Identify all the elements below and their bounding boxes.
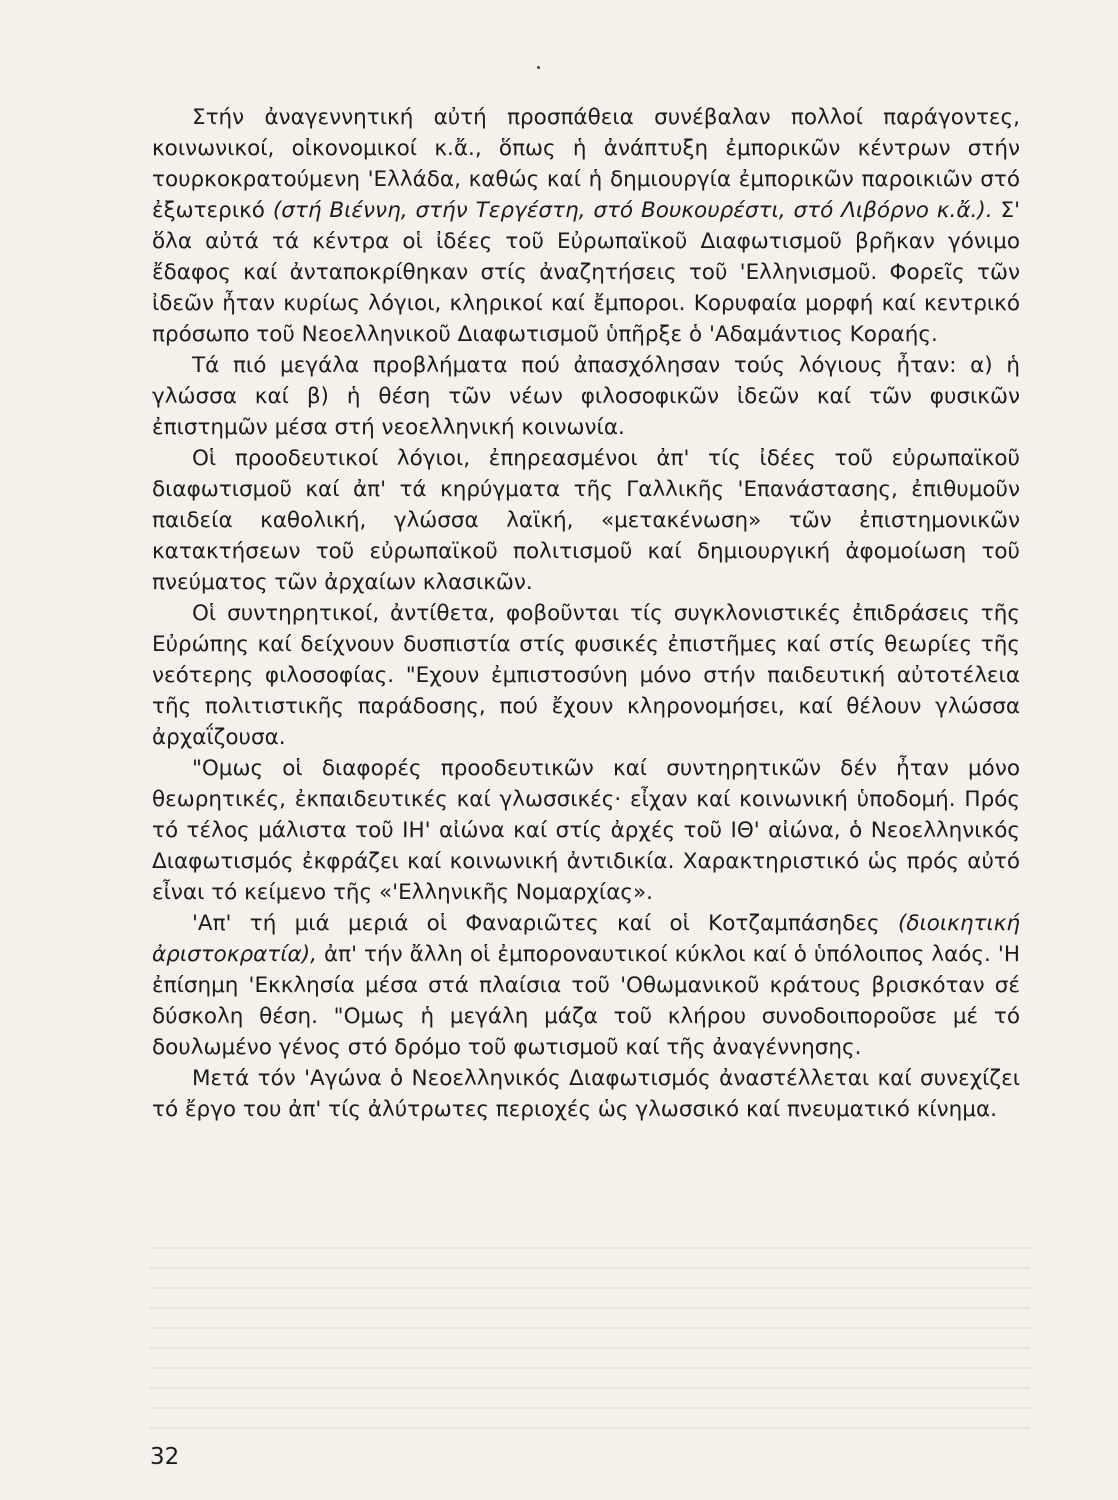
speck-mark	[537, 66, 540, 69]
paragraph-6-italic: (διοικητική ἀριστοκρατία),	[152, 911, 1020, 967]
paragraph-4: Οἱ συντηρητικοί, ἀντίθετα, φοβοῦνται τίς συγκλονιστικές ἐπιδράσεις τῆς Εὐρώπης καί δείχνουν δυσπιστία στίς φυσικές ἐπιστῆμες καί στίς θεωρίες τῆς νεότερης φιλοσοφίας. "Εχουν ἐμπιστοσύνη μόνο στήν παιδευτική αὐτοτέλεια τῆς πολιτιστικῆς παράδοσης, πού ἔχουν κληρονομήσει, καί θέλουν γλώσσα ἀρχαΐζουσα.	[152, 601, 1020, 750]
paragraph-1-rest: Σ' ὅλα αὐτά τά κέντρα οἱ ἰδέες τοῦ Εὐρωπαϊκοῦ Διαφωτισμοῦ βρῆκαν γόνιμο ἔδαφος καί ἀνταποκρίθηκαν στίς ἀναζητήσεις τοῦ 'Ελληνισμοῦ. Φορεῖς τῶν ἰδεῶν ἦταν κυρίως λόγιοι, κληρικοί καί ἔμποροι. Κορυφαία μορφή καί κεντρικό πρόσωπο τοῦ Νεοελληνικοῦ Διαφωτισμοῦ ὑπῆρξε ὁ 'Αδαμάντιος Κοραής.	[152, 198, 1020, 347]
paragraph-6-text: 'Απ' τή μιά μεριά οἱ Φαναριῶτες καί οἱ Κοτζαμπάσηδες	[192, 911, 898, 936]
paragraph-1-italic: (στή Βιέννη, στήν Τεργέστη, στό Βουκουρέστι, στό Λιβόρνο κ.ἄ.).	[272, 198, 993, 223]
paragraph-5: "Ομως οἱ διαφορές προοδευτικῶν καί συντηρητικῶν δέν ἦταν μόνο θεωρητικές, ἐκπαιδευτικές καί γλωσσικές· εἶχαν καί κοινωνική ὑποδομή. Πρός τό τέλος μάλιστα τοῦ ΙΗ' αἰώνα καί στίς ἀρχές τοῦ ΙΘ' αἰώνα, ὁ Νεοελληνικός Διαφωτισμός ἐκφράζει καί κοινωνική ἀντιδικία. Χαρακτηριστικό ὡς πρός αὐτό εἶναι τό κείμενο τῆς «'Ελληνικῆς Νομαρχίας».	[152, 756, 1020, 905]
paragraph-6	[152, 908, 1020, 1063]
paragraph-1-text: Στήν ἀναγεννητική αὐτή προσπάθεια συνέβαλαν πολλοί παράγοντες, κοινωνικοί, οἰκονομικοί κ.ἄ., ὅπως ἡ ἀνάπτυξη ἐμπορικῶν κέντρων στήν τουρκοκρατούμενη 'Ελλάδα, καθώς καί ἡ δημιουργία ἐμπορικῶν παροικιῶν στό ἐξωτερικό	[152, 105, 1020, 223]
paragraph-7: Μετά τόν 'Αγώνα ὁ Νεοελληνικός Διαφωτισμός ἀναστέλλεται καί συνεχίζει τό ἔργο του ἀπ' τίς ἀλύτρωτες περιοχές ὡς γλωσσικό καί πνευματικό κίνημα.	[152, 1066, 1020, 1122]
paragraph-3: Οἱ προοδευτικοί λόγιοι, ἐπηρεασμένοι ἀπ' τίς ἰδέες τοῦ εὐρωπαϊκοῦ διαφωτισμοῦ καί ἀπ' τά κηρύγματα τῆς Γαλλικῆς 'Επανάστασης, ἐπιθυμοῦν παιδεία καθολική, γλώσσα λαϊκή, «μετακένωση» τῶν ἐπιστημονικῶν κατακτήσεων τοῦ εὐρωπαϊκοῦ πολιτισμοῦ καί δημιουργική ἀφομοίωση τοῦ πνεύματος τῶν ἀρχαίων κλασικῶν.	[152, 446, 1020, 595]
paragraph-6-rest: ἀπ' τήν ἄλλη οἱ ἐμποροναυτικοί κύκλοι καί ὁ ὑπόλοιπος λαός. 'Η ἐπίσημη 'Εκκλησία μέσα στά πλαίσια τοῦ 'Οθωμανικοῦ κράτους βρισκόταν σέ δύσκολη θέση. "Ομως ἡ μεγάλη μάζα τοῦ κλήρου συνοδοιποροῦσε μέ τό δουλωμένο γένος στό δρόμο τοῦ φωτισμοῦ καί τῆς ἀναγέννησης.	[152, 942, 1020, 1060]
bleed-through-shadow	[150, 1235, 1030, 1435]
body-text	[152, 102, 1020, 1125]
paragraph-1	[152, 102, 1020, 350]
page-number: 32	[150, 1444, 180, 1470]
paragraph-2: Τά πιό μεγάλα προβλήματα πού ἀπασχόλησαν τούς λόγιους ἦταν: α) ἡ γλώσσα καί β) ἡ θέση τῶν νέων φιλοσοφικῶν ἰδεῶν καί τῶν φυσικῶν ἐπιστημῶν μέσα στή νεοελληνική κοινωνία.	[152, 353, 1020, 440]
